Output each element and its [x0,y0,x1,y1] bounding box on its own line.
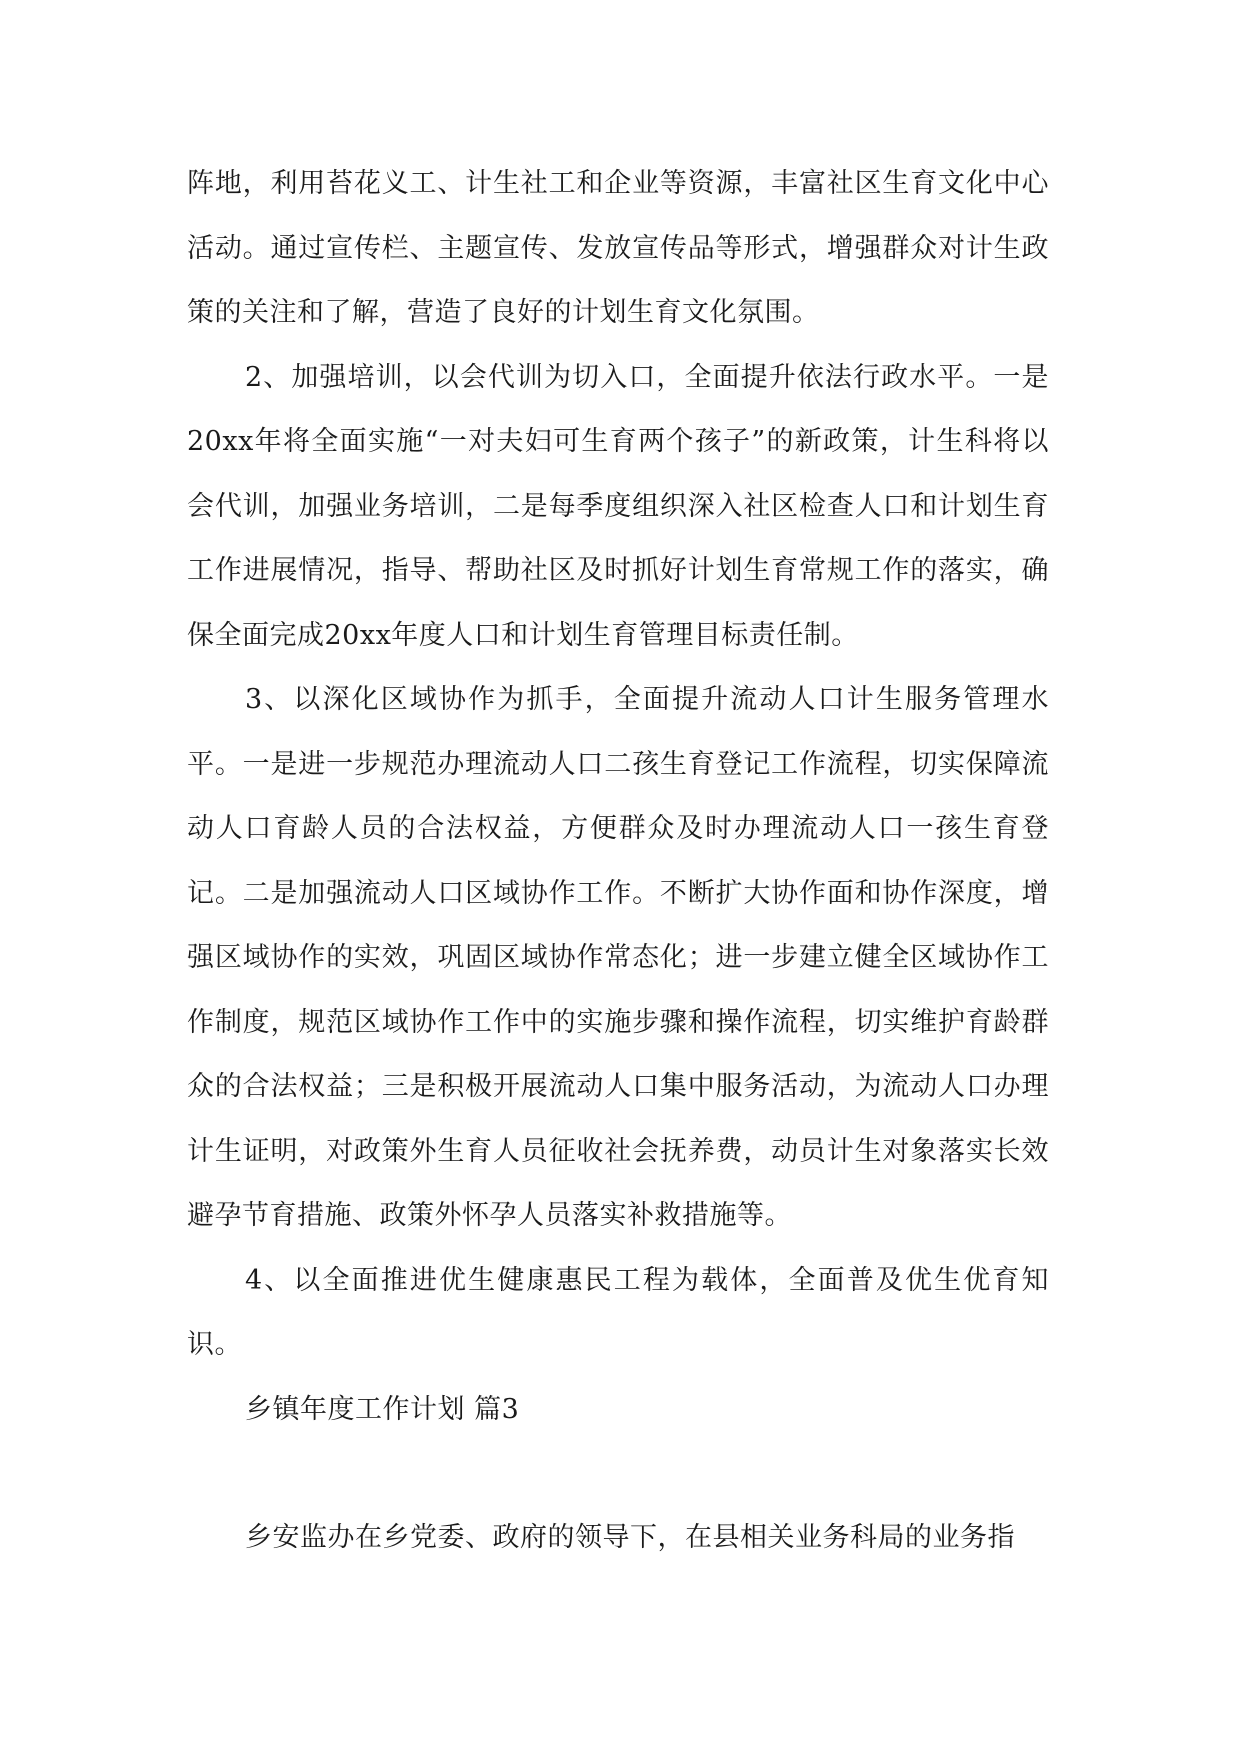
blank-line [187,1442,1049,1506]
paragraph-continuation: 阵地，利用苔花义工、计生社工和企业等资源，丰富社区生育文化中心活动。通过宣传栏、主题宣传、发放宣传品等形式，增强群众对计生政策的关注和了解，营造了良好的计划生育文化氛围。 [187,168,1049,328]
paragraph-next-section: 乡安监办在乡党委、政府的领导下，在县相关业务科局的业务指 [245,1522,1015,1553]
document-body [187,152,1049,1571]
paragraph-item-2: 2、加强培训，以会代训为切入口，全面提升依法行政水平。一是20xx年将全面实施“一对夫妇可生育两个孩子”的新政策，计生科将以会代训，加强业务培训，二是每季度组织深入社区检查人口和计划生育工作进展情况，指导、帮助社区及时抓好计划生育常规工作的落实，确保全面完成20xx年度人口和计划生育管理目标责任制。 [187,361,1049,651]
section-heading: 乡镇年度工作计划 篇3 [245,1393,520,1425]
paragraph-item-4: 4、以全面推进优生健康惠民工程为载体，全面普及优生优育知识。 [187,1264,1049,1360]
paragraph-item-3: 3、以深化区域协作为抓手，全面提升流动人口计生服务管理水平。一是进一步规范办理流动人口二孩生育登记工作流程，切实保障流动人口育龄人员的合法权益，方便群众及时办理流动人口一孩生育登记。二是加强流动人口区域协作工作。不断扩大协作面和协作深度，增强区域协作的实效，巩固区域协作常态化；进一步建立健全区域协作工作制度，规范区域协作工作中的实施步骤和操作流程，切实维护育龄群众的合法权益；三是积极开展流动人口集中服务活动，为流动人口办理计生证明，对政策外生育人员征收社会抚养费，动员计生对象落实长效避孕节育措施、政策外怀孕人员落实补救措施等。 [187,684,1049,1231]
